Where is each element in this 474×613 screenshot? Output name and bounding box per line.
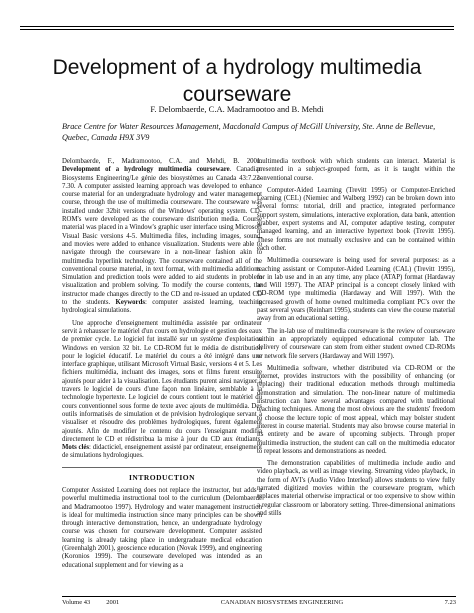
paragraph-1: multimedia textbook with which students can interact. Material is presented in a subject-grouped form, as it is taught within the conventional course. [257, 158, 455, 182]
abstract-french [62, 320, 262, 461]
footer-journal: CANADIAN BIOSYSTEMS ENGINEERING [220, 599, 344, 606]
footer-page-number: 7.23 [444, 599, 456, 606]
abstract-english [62, 158, 262, 316]
citation-title: Development of a hydrology multimedia courseware [62, 166, 230, 174]
top-rule-secondary [20, 29, 454, 30]
footer-rule [62, 596, 456, 597]
introduction-paragraph: Computer Assisted Learning does not replace the instructor, but adds a powerful multimedia instructional tool to the curriculum (Delombaerde and Madramootoo 1997). Hydrology and water management instruction is ideal for multimedia instruction since many principles can be shown through interactive demonstration, hence, an undergraduate hydrology course was chosen for courseware development. Computer assisted learning is already taking place in undergraduate medical education (Greenhalgh 2001), geoscience education (Novak 1999), and engineering (Koronios 1999). The courseware developed was intended as an educational supplement and for viewing as a [62, 486, 262, 569]
right-column [257, 158, 455, 522]
paper-title: Development of a hydrology multimedia courseware [52, 56, 422, 107]
abstract-french-text: Une approche d'enseignement multimédia assistée par ordinateur servit à rehausser le matériel d'un cours en hydrologie et gestion des eaux de premier cycle. Le logiciel fut installé sur un système d'exploitation Windows en version 32 bit. Le CD-ROM fut le média de distribution pour le logiciel éducatif. Le matériel du cours a été intégré dans une interface graphique, utilisant Microsoft Virtual Basic, versions 4 et 5. Les fichiers multimédia, incluant des images, sons et films furent ensuite ajoutés pour aider à la visualisation. Les étudiants purent ainsi naviguer à travers le logiciel de cours d'une façon non linéaire, semblable à la technologie hypertexte. Le logiciel de cours contient tout le matériel du cours conventionnel sous forme de texte avec ajouts de multimédia. Des outils informatisés de simulation et de prévision hydrologique servant à visualiser et résoudre des problèmes hydrologiques, furent également ajoutés. Afin de modifier le contenu du cours l'enseignant modifia directement le CD et rédistribua la mise à jour du CD aux étudiants. [62, 319, 262, 443]
footer-volume: Volume 43 [62, 599, 91, 606]
mots-cles-label: Mots clés [62, 444, 90, 452]
top-rule [20, 26, 454, 27]
abstract-text: . Canadian Biosystems Engineering/Le génie des biosystèmes au Canada 43:7.23-7.30. A computer assisted learning approach was developed to enhance course material for an undergraduate hydrology and water management course, through the use of multimedia courseware. The courseware was installed under 32bit versions of the Windows' operating system. CD-ROM's were developed as the courseware distribution media. Course material was placed in a Window's graphic user interface using Microsoft Visual Basic versions 4-5. Multimedia files, including images, sound, and movies were added to enhance visualization. Students were able to navigate through the courseware in a non-linear fashion akin to multimedia hyperlink technology. The courseware contained all of the conventional course material, in text format, with multimedia additions. Simulation and prediction tools were added to aid students in problem visualization and problem solving. To modify the course contents, the instructor made changes directly to the CD and re-issued an updated CD to the students. [62, 166, 262, 307]
section-divider [62, 467, 262, 468]
footer-left [62, 599, 119, 606]
keywords: : computer assisted learning, teaching hydrological simulations. [62, 299, 262, 315]
paper-affiliation: Brace Centre for Water Resources Management, Macdonald Campus of McGill University, Ste. Anne de Bellevue, Quebec, Canada H9X 3V9 [62, 122, 436, 142]
paragraph-4: The in-lab use of multimedia courseware is the review of courseware within an appropriately equipped educational computer lab. The delivery of courseware can stem from either student owned CD-ROMs or network file servers (Hardaway and Will 1997). [257, 327, 455, 360]
introduction-heading: INTRODUCTION [128, 472, 195, 482]
footer-year: 2001 [106, 599, 120, 606]
mots-cles: : didacticiel, enseignement assisté par ordinateur, enseignement de simulations hydrologiques. [62, 444, 262, 460]
paper-authors: F. Delombaerde, C.A. Madramootoo and B. Mehdi [150, 104, 324, 114]
left-column [62, 158, 262, 574]
paragraph-2: Computer-Aided Learning (Trevitt 1995) or Computer-Enriched Learning (CEL) (Niemiec and Walberg 1992) can be broken down into several forms: tutorial, drill and practice, integrated performance support system, simulations, interactive exploration, data bank, attention grabber, expert systems and AI, computer adaptive testing, computer managed learning, and an interactive hypertext book (Trevitt 1995). These forms are not mutually exclusive and can be contained within each other. [257, 186, 455, 252]
paragraph-3: Multimedia courseware is being used for several purposes: as a teaching assistant or Computer-Aided Learning (CAL) (Trevitt 1995), for in lab use and in an any time, any place (ATAP) format (Hardaway and Will 1997). The ATAP principal is a concept closely linked with CD-ROM type multimedia (Hardaway and Will 1997). With the increased growth of home owned multimedia compliant PC's over the past several years (Reinhart 1995), students can view the course material away from an educational setting. [257, 257, 455, 323]
paragraph-6: The demonstration capabilities of multimedia include audio and video playback, as well as image viewing. Streaming video playback, in the form of AVI's (Audio Video Interleaf) allows students to view fully narrated digitized movies within the courseware program, which replaces material otherwise impractical or too expensive to show within a regular classroom or laboratory setting. Three-dimensional animations and stills [257, 460, 455, 517]
paragraph-5: Multimedia software, whether distributed via CD-ROM or the internet, provides instructors with the possibility of enhancing (or replacing) their traditional education methods through multimedia demonstration and simulation. The non-linear nature of multimedia instruction can have several advantages compared with traditional teaching techniques. Among the most obvious are the students' freedom to choose the lecture topic of most appeal, which may bolster student interest in course material. Students may also browse course material in its entirety and be aware of upcoming subjects. Through proper multimedia instruction, the student can call on the multimedia educator to repeat lessons and demonstrations as needed. [257, 364, 455, 455]
citation: Delombaerde, F., Madramootoo, C.A. and Mehdi, B. 2001. [62, 158, 262, 165]
page-footer [62, 599, 456, 606]
keywords-label: Keywords [115, 299, 145, 307]
